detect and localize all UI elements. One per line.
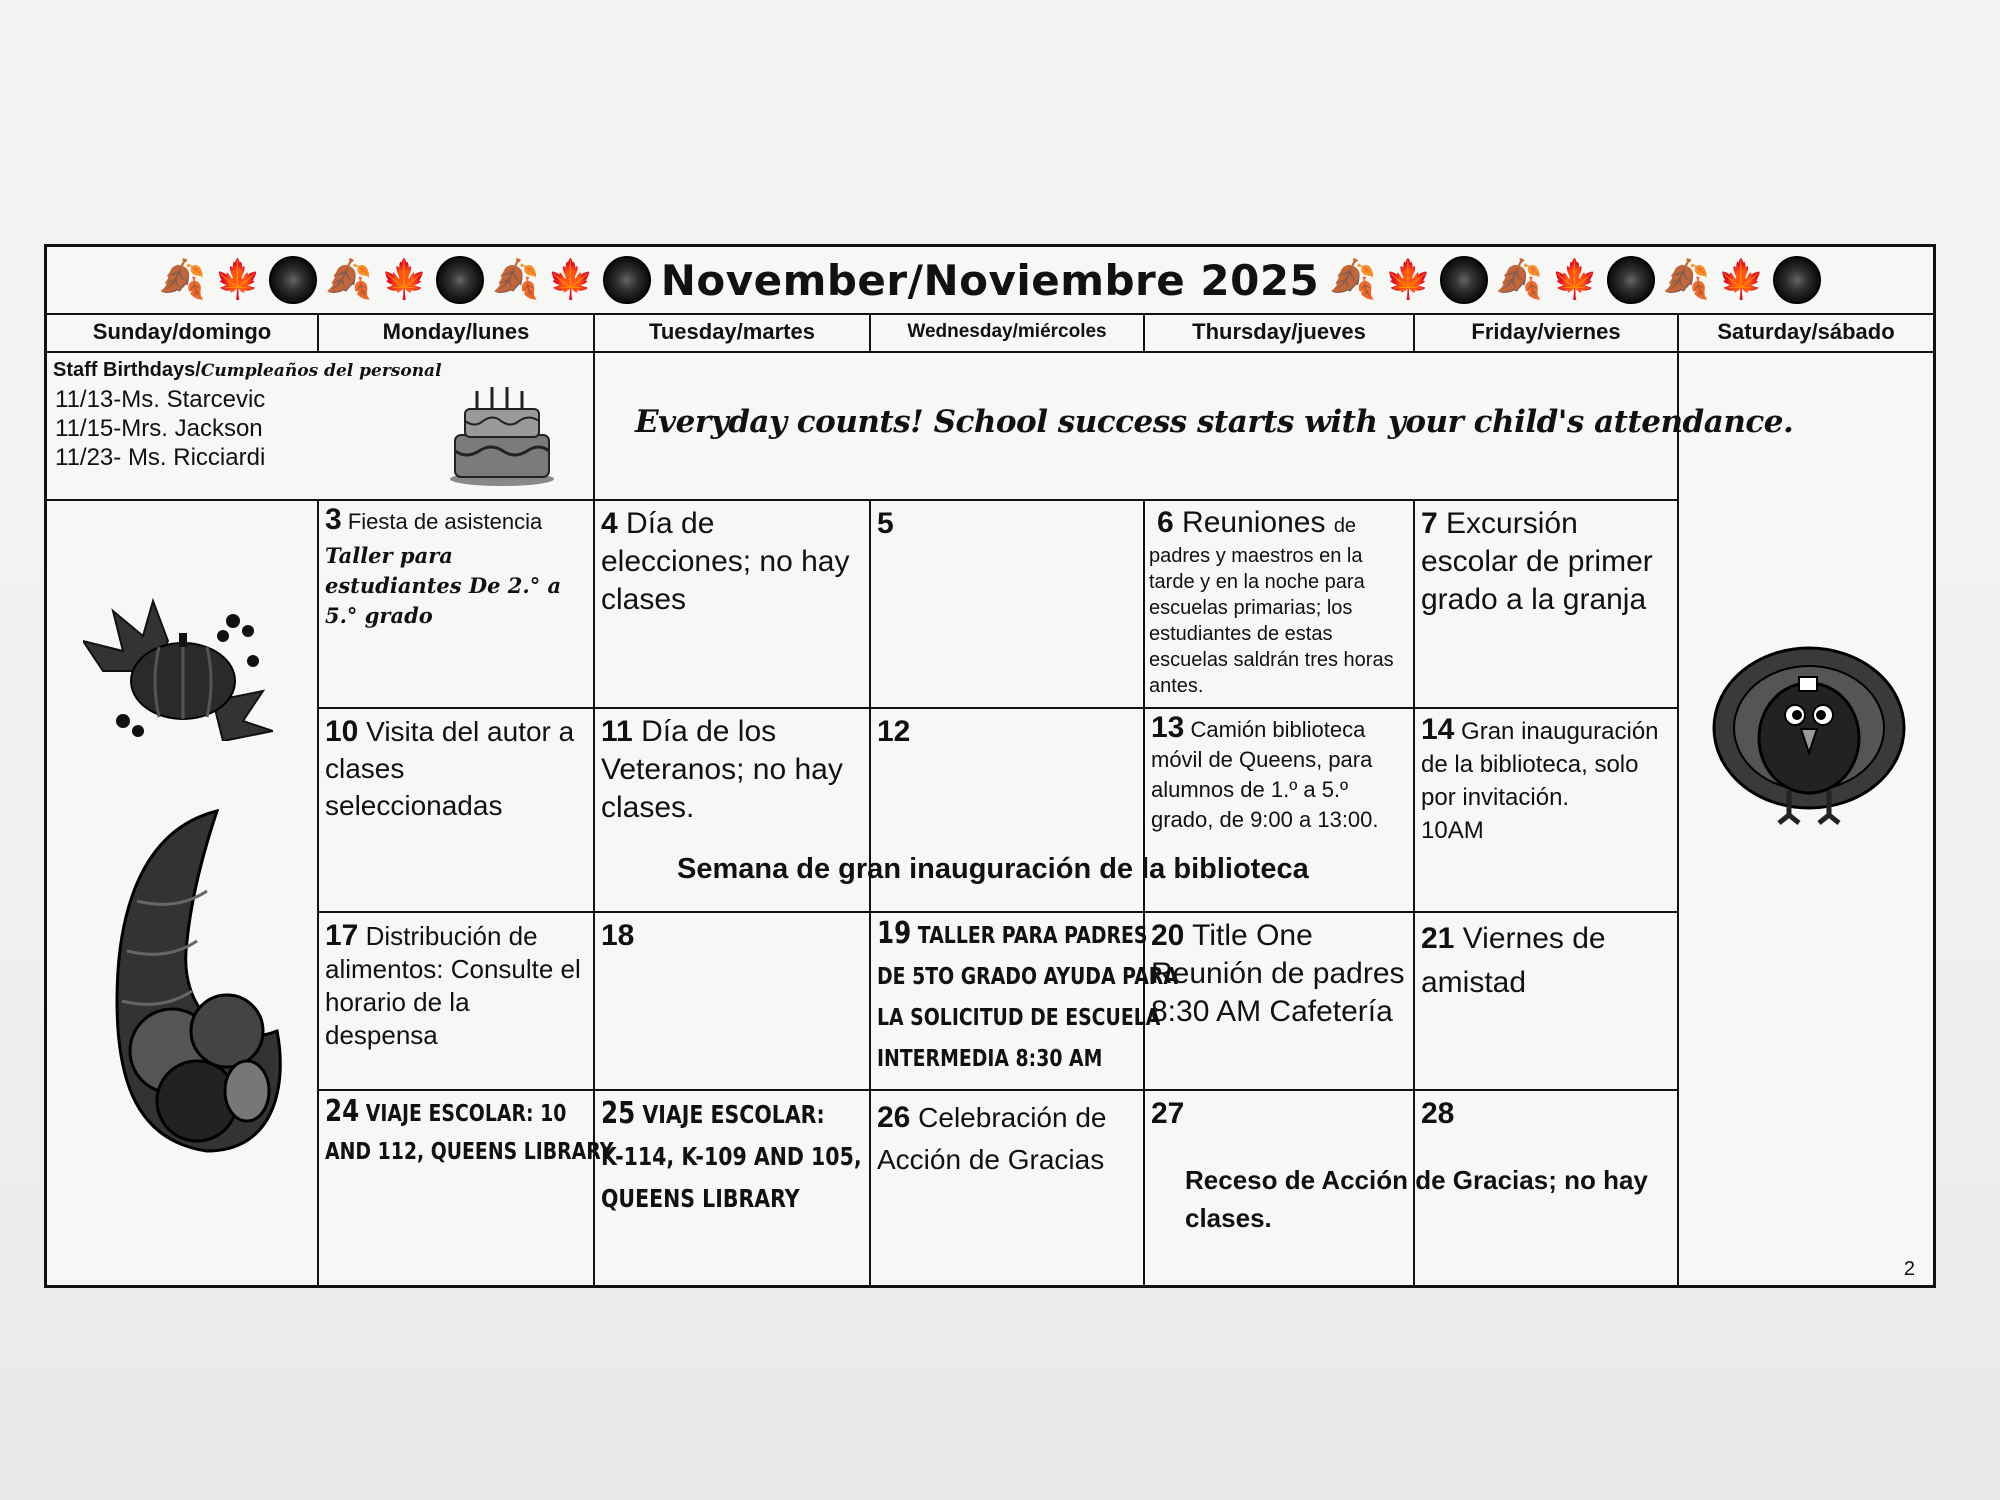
flower-icon xyxy=(1773,256,1821,304)
event-text: Fiesta de asistencia xyxy=(347,509,543,534)
day-number: 7 xyxy=(1421,507,1438,540)
day-number: 25 xyxy=(601,1096,636,1131)
flower-icon xyxy=(436,256,484,304)
page-number: 2 xyxy=(1903,1258,1915,1280)
day-cell-7 xyxy=(1415,501,1679,709)
day-cell-25 xyxy=(595,1091,871,1285)
event-text: Visita del autor a clases seleccionadas xyxy=(325,716,575,821)
event-text: Title One Reunión de padres 8:30 AM Cafetería xyxy=(1151,919,1405,1028)
event-line: VIAJE ESCOLAR: xyxy=(642,1100,825,1129)
day-number: 17 xyxy=(325,919,359,952)
day-header-wednesday: Wednesday/miércoles xyxy=(871,313,1145,353)
maple-leaf-icon: 🍁 xyxy=(1717,259,1766,301)
leaf-icon: 🍂 xyxy=(1495,259,1544,301)
event-text: Gran inauguración de la biblioteca, solo por invitación. xyxy=(1421,718,1659,811)
event-text: Celebración de Acción de Gracias xyxy=(877,1102,1107,1175)
day-number: 20 xyxy=(1151,919,1185,952)
leaf-icon: 🍂 xyxy=(1329,259,1377,301)
day-header-monday: Monday/lunes xyxy=(319,313,595,353)
day-number: 4 xyxy=(601,507,618,540)
day-cell-10 xyxy=(319,709,595,913)
day-number: 13 xyxy=(1151,711,1185,744)
birthday-cake-icon xyxy=(447,381,557,489)
event-text: Excursión escolar de primer grado a la granja xyxy=(1421,507,1653,616)
day-number: 10 xyxy=(325,715,359,748)
day-cell-24 xyxy=(319,1091,614,1285)
event-detail: padres y maestros en la tarde y en la noche para escuelas primarias; los estudiantes de estas escuelas saldrán tres horas antes. xyxy=(1149,545,1394,697)
day-number: 28 xyxy=(1421,1097,1455,1130)
maple-leaf-icon: 🍁 xyxy=(547,259,595,301)
event-text: Día de elecciones; no hay clases xyxy=(601,507,850,616)
calendar-header xyxy=(47,247,1933,315)
day-header-saturday: Saturday/sábado xyxy=(1679,313,1933,353)
event-text: Viernes de amistad xyxy=(1421,922,1606,999)
day-header-friday: Friday/viernes xyxy=(1415,313,1679,353)
birthday-line: 11/13-Ms. Starcevic xyxy=(55,386,266,413)
day-cell-4 xyxy=(595,501,871,709)
day-number: 5 xyxy=(877,507,894,540)
sunday-column xyxy=(47,501,319,1285)
day-number: 11 xyxy=(601,715,633,748)
day-cell-17 xyxy=(319,913,595,1091)
event-text: Día de los Veteranos; no hay clases. xyxy=(601,715,843,824)
birthdays-heading-es: Cumpleaños del personal xyxy=(200,361,442,381)
birthdays-cell xyxy=(47,353,595,501)
event-text: Reuniones xyxy=(1182,506,1326,539)
day-cell-6 xyxy=(1145,501,1415,709)
day-number: 26 xyxy=(877,1101,911,1134)
day-number: 12 xyxy=(877,715,911,748)
calendar-title: November/Noviembre 2025 xyxy=(660,255,1320,305)
event-text: Distribución de alimentos: Consulte el horario de la despensa xyxy=(325,921,581,1050)
day-number: 3 xyxy=(325,503,342,536)
flower-icon xyxy=(269,256,317,304)
leaf-icon: 🍂 xyxy=(325,259,373,301)
maple-leaf-icon: 🍁 xyxy=(380,259,429,301)
header-ornaments-left xyxy=(159,256,651,304)
day-cell-3 xyxy=(319,501,595,709)
day-number: 27 xyxy=(1151,1097,1185,1130)
leaf-icon: 🍂 xyxy=(1662,259,1710,301)
thanksgiving-recess-note: Receso de Acción de Gracias; no hay clases. xyxy=(1185,1165,1648,1233)
event-line: TALLER PARA PADRES xyxy=(917,923,1148,949)
day-number: 19 xyxy=(877,916,912,951)
event-line: DE 5TO GRADO AYUDA PARA xyxy=(877,964,1178,990)
day-number: 6 xyxy=(1157,506,1174,539)
birthdays-heading-en: Staff Birthdays/ xyxy=(53,359,201,381)
maple-leaf-icon: 🍁 xyxy=(1551,259,1599,301)
event-line: VIAJE ESCOLAR: 10 xyxy=(365,1101,567,1127)
maple-leaf-icon: 🍁 xyxy=(214,259,262,301)
event-line: INTERMEDIA 8:30 AM xyxy=(877,1046,1103,1072)
saturday-column xyxy=(1679,353,1933,1285)
event-line: AND 112, QUEENS LIBRARY xyxy=(325,1139,614,1165)
flower-icon xyxy=(603,256,651,304)
calendar-sheet xyxy=(44,244,1936,1288)
header-ornaments-right xyxy=(1329,256,1821,304)
attendance-motto-cell xyxy=(595,353,1794,501)
day-number: 18 xyxy=(601,919,635,952)
day-header-sunday: Sunday/domingo xyxy=(47,313,319,353)
event-text-small: de xyxy=(1333,515,1357,537)
event-text: Camión biblioteca móvil de Queens, para alumnos de 1.º a 5.º grado, de 9:00 a 13:00. xyxy=(1151,717,1379,832)
birthday-line: 11/23- Ms. Ricciardi xyxy=(55,444,266,471)
leaf-icon: 🍂 xyxy=(158,259,207,301)
day-cell-5 xyxy=(871,501,1145,709)
flower-icon xyxy=(1440,256,1488,304)
day-cell-18 xyxy=(595,913,871,1091)
leaf-icon: 🍂 xyxy=(492,259,540,301)
day-number: 14 xyxy=(1421,713,1455,746)
event-line: K-114, K-109 AND 105, xyxy=(601,1142,862,1171)
cornucopia-icon xyxy=(77,801,297,1161)
pumpkin-leaves-icon xyxy=(83,581,273,741)
event-time: 10AM xyxy=(1421,817,1484,844)
day-cell-21 xyxy=(1415,913,1679,1091)
event-line: LA SOLICITUD DE ESCUELA xyxy=(877,1005,1161,1031)
calendar-grid xyxy=(47,313,1933,1285)
day-cell-20 xyxy=(1145,913,1415,1091)
day-cell-14 xyxy=(1415,709,1679,913)
library-week-banner: Semana de gran inauguración de la biblioteca xyxy=(677,853,1309,885)
birthday-line: 11/15-Mrs. Jackson xyxy=(55,415,263,442)
event-line: QUEENS LIBRARY xyxy=(601,1184,800,1213)
day-cell-26 xyxy=(871,1091,1145,1285)
event-extra: Taller para estudiantes De 2.° a 5.° grado xyxy=(325,543,562,628)
maple-leaf-icon: 🍁 xyxy=(1384,259,1432,301)
day-header-tuesday: Tuesday/martes xyxy=(595,313,871,353)
day-header-thursday: Thursday/jueves xyxy=(1145,313,1415,353)
birthdays-heading xyxy=(53,357,442,384)
day-number: 21 xyxy=(1421,922,1455,955)
turkey-icon xyxy=(1709,633,1909,833)
day-number: 24 xyxy=(325,1094,360,1129)
attendance-motto: Everyday counts! School success starts with your child's attendance. xyxy=(635,404,1794,440)
birthdays-list xyxy=(55,385,265,472)
flower-icon xyxy=(1607,256,1655,304)
